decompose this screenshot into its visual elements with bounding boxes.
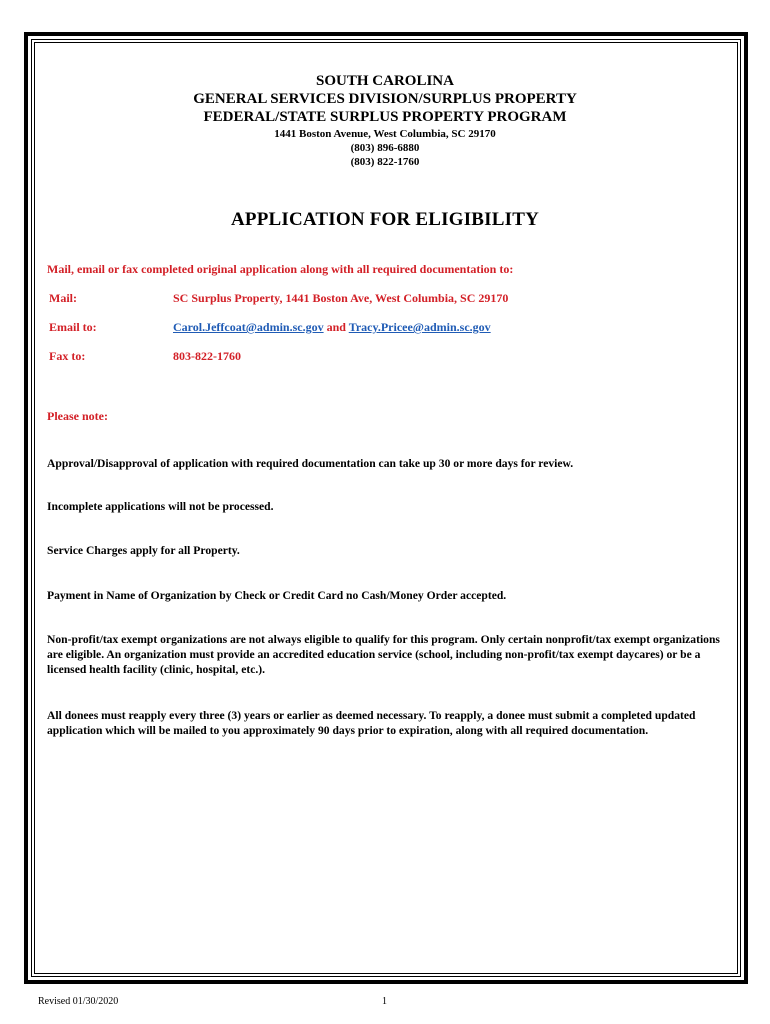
note-reapply: All donees must reapply every three (3) years or earlier as deemed necessary. To reapply, a donee must submit a completed updated application which will be mailed to you approximately 90 days prior to expiration, along with all required documentation.	[47, 709, 696, 737]
fax-number: 803-822-1760	[173, 349, 241, 363]
header-phone-2: (803) 822-1760	[350, 156, 420, 168]
header-state: SOUTH CAROLINA	[316, 73, 454, 89]
note-approval: Approval/Disapproval of application with required documentation can take up 30 or more days for review.	[47, 457, 574, 470]
header-address: 1441 Boston Avenue, West Columbia, SC 29170	[274, 128, 496, 140]
note-service-charges: Service Charges apply for all Property.	[47, 544, 240, 557]
page-title: APPLICATION FOR ELIGIBILITY	[230, 209, 540, 230]
instructions-text: Mail, email or fax completed original application along with all required documentation to:	[47, 262, 514, 276]
mail-label: Mail:	[49, 291, 77, 305]
email-addresses	[173, 320, 491, 335]
please-note-label: Please note:	[47, 409, 108, 423]
footer-revised: Revised 01/30/2020	[38, 996, 119, 1007]
email-link-tracy[interactable]: Tracy.Pricee@admin.sc.gov	[348, 320, 491, 334]
mail-address: SC Surplus Property, 1441 Boston Ave, West Columbia, SC 29170	[173, 291, 509, 305]
note-payment: Payment in Name of Organization by Check or Credit Card no Cash/Money Order accepted.	[47, 589, 507, 602]
email-label: Email to:	[49, 320, 97, 334]
email-and-text: and	[323, 320, 349, 334]
note-eligibility: Non-profit/tax exempt organizations are not always eligible to qualify for this program. Only certain nonprofit/tax exempt organizations are eligible. An organization must provide an accredited education service (school, including non-profit/tax exempt daycares) or be a licensed health facility (clinic, hospital, etc.).	[47, 633, 720, 676]
note-incomplete: Incomplete applications will not be processed.	[47, 500, 274, 513]
header-division: GENERAL SERVICES DIVISION/SURPLUS PROPERTY	[193, 91, 577, 107]
fax-label: Fax to:	[49, 349, 86, 363]
footer-page-number: 1	[382, 996, 387, 1007]
email-link-carol[interactable]: Carol.Jeffcoat@admin.sc.gov	[173, 320, 324, 334]
header-program: FEDERAL/STATE SURPLUS PROPERTY PROGRAM	[203, 109, 567, 125]
header-phone-1: (803) 896-6880	[350, 142, 420, 154]
